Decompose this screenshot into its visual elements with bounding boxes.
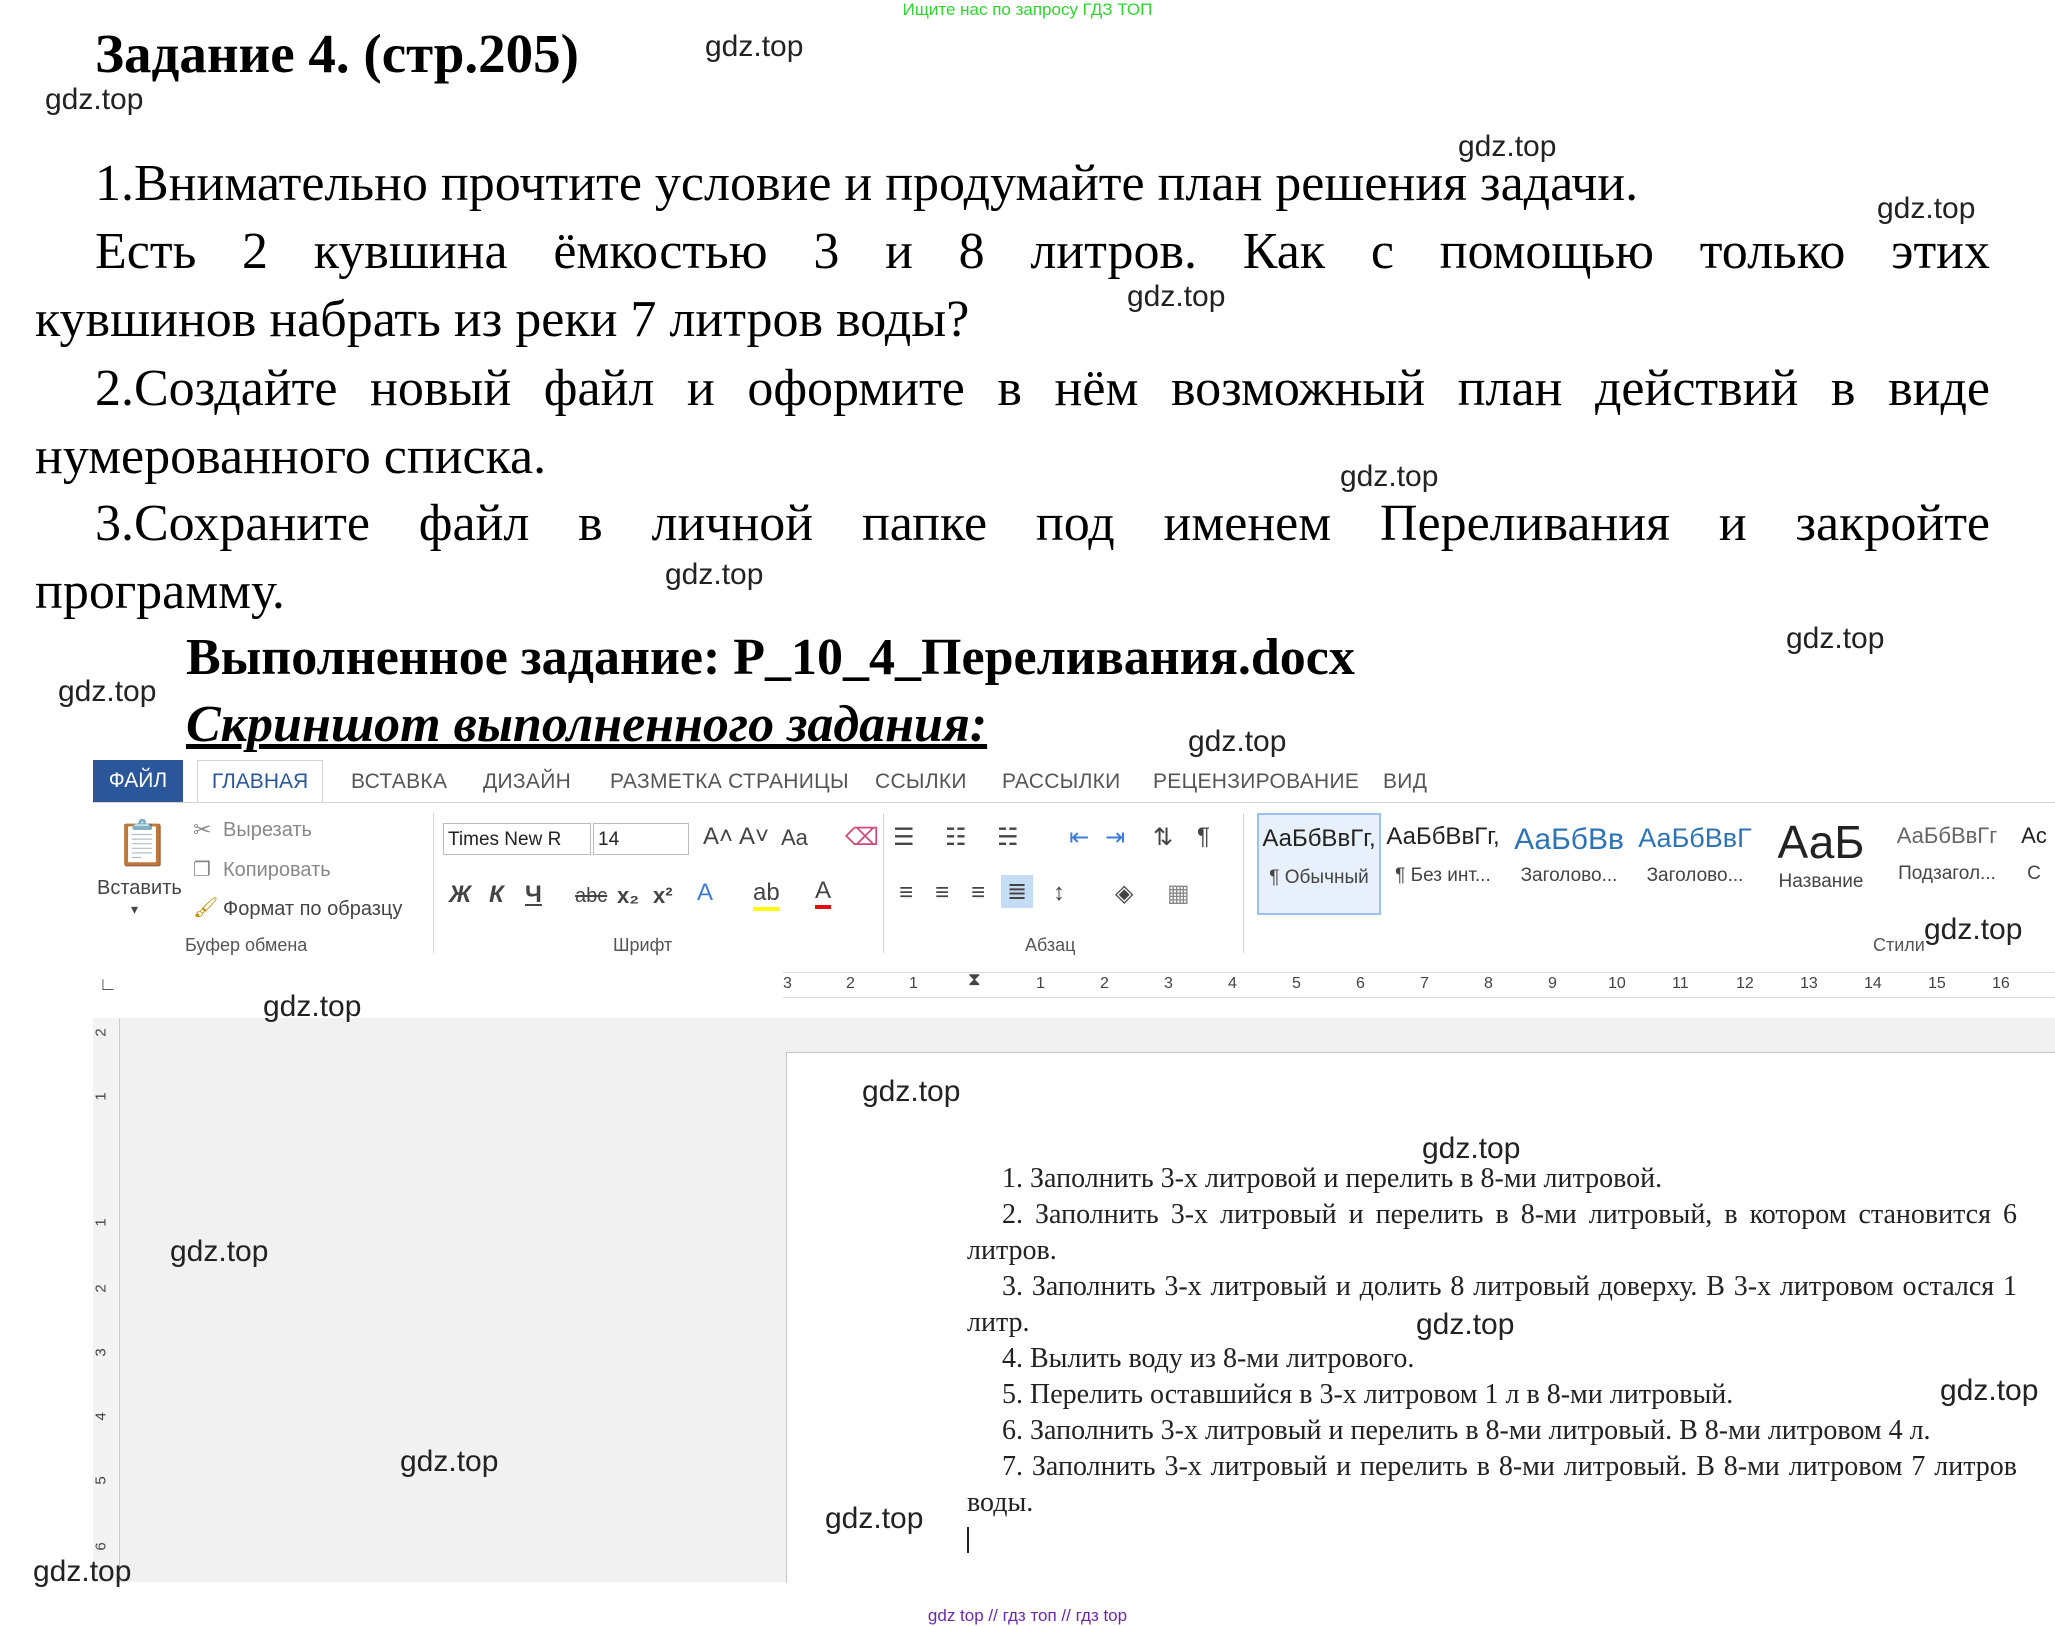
ruler-tick-label: 15 — [1928, 975, 1946, 992]
watermark: gdz.top — [1877, 192, 1976, 225]
task-paragraph-4 — [35, 490, 1990, 626]
ribbon-home — [93, 802, 2055, 964]
ruler-tick-label: 1 — [92, 1218, 110, 1227]
text-effects-icon[interactable]: A — [697, 879, 714, 906]
style-heading-2[interactable] — [1635, 813, 1755, 911]
ruler-tick-label: 13 — [1800, 975, 1818, 992]
ruler-tick-label: 10 — [1608, 975, 1626, 992]
ruler-tick-label: 2 — [92, 1028, 110, 1037]
clipboard-group-label: Буфер обмена — [185, 935, 308, 955]
numbered-list[interactable] — [967, 1161, 2017, 1563]
completed-task-title: Выполненное задание: P_10_4_Переливания.docx — [186, 629, 1355, 686]
page-title: Задание 4. (стр.205) — [95, 23, 579, 84]
watermark: gdz.top — [862, 1075, 961, 1108]
task-paragraph-1 — [35, 150, 1990, 218]
watermark: gdz.top — [1786, 622, 1885, 655]
list-item[interactable]: 4. Вылить воду из 8-ми литрового. — [1002, 1343, 1415, 1374]
decrease-indent-icon[interactable]: ⇤ — [1069, 824, 1090, 851]
watermark: gdz.top — [1458, 130, 1557, 163]
ruler-tick-label: 1 — [1036, 975, 1045, 992]
ruler-tick-label: 6 — [92, 1542, 110, 1551]
watermark: gdz.top — [33, 1555, 132, 1588]
style-name: С — [2027, 863, 2041, 884]
word-window — [93, 760, 2055, 1582]
list-item[interactable]: 2. Заполнить 3-х литровый и перелить в 8-ми литровый, в котором становится 6 литров. — [967, 1199, 2017, 1266]
screenshot-caption: Скриншот выполненного задания: — [186, 696, 988, 753]
style-name: Заголово... — [1646, 865, 1744, 886]
ruler-tick-label: 1 — [909, 975, 918, 992]
ruler-tick-label: 7 — [1420, 975, 1429, 992]
ruler-tick-label: 12 — [1736, 975, 1754, 992]
top-banner[interactable]: Ищите нас по запросу ГДЗ ТОП — [902, 0, 1153, 19]
tab-review[interactable]: РЕЦЕНЗИРОВАНИЕ — [1153, 770, 1360, 793]
ruler-tick-label: 6 — [1356, 975, 1365, 992]
watermark: gdz.top — [1422, 1132, 1521, 1165]
tab-references[interactable]: ССЫЛКИ — [875, 770, 967, 793]
clipboard-icon[interactable]: 📋 — [115, 819, 170, 868]
borders-icon[interactable]: ▦ — [1167, 880, 1190, 907]
tab-layout[interactable]: РАЗМЕТКА СТРАНИЦЫ — [610, 770, 849, 793]
increase-indent-icon[interactable]: ⇥ — [1105, 824, 1126, 851]
ruler-tick-label: 9 — [1548, 975, 1557, 992]
bullets-icon[interactable]: ☰ — [893, 824, 915, 851]
style-more[interactable] — [2013, 813, 2055, 911]
ruler-tick-label: 14 — [1864, 975, 1882, 992]
horizontal-ruler[interactable] — [93, 962, 2055, 1018]
line-spacing-icon[interactable]: ↕ — [1053, 879, 1065, 906]
vertical-ruler[interactable] — [93, 1018, 120, 1582]
task-step-2-line2: нумерованного списка. — [35, 428, 547, 485]
style-subtitle[interactable] — [1887, 813, 2007, 911]
numbering-icon[interactable]: ☷ — [945, 824, 967, 851]
style-name: ¶ Без инт... — [1395, 865, 1491, 886]
format-painter-icon[interactable]: 🖌 — [193, 897, 219, 919]
ruler-tick-label: 1 — [92, 1092, 110, 1101]
indent-marker-icon[interactable]: ⧗ — [968, 969, 981, 989]
watermark: gdz.top — [1127, 280, 1226, 313]
list-item[interactable]: 1. Заполнить 3-х литровой и перелить в 8-ми литровой. — [1002, 1163, 1663, 1194]
watermark: gdz.top — [665, 558, 764, 591]
pilcrow-icon[interactable]: ¶ — [1197, 823, 1210, 850]
group-divider — [883, 813, 884, 953]
ruler-tick-label: 4 — [92, 1412, 110, 1421]
align-center-icon[interactable]: ≡ — [935, 879, 950, 906]
grow-font-icon[interactable]: A˄ — [703, 823, 734, 850]
list-item[interactable]: 6. Заполнить 3-х литровый и перелить в 8-ми литровый. В 8-ми литровом 4 л. — [1002, 1415, 1931, 1446]
task-condition-line1: Есть 2 кувшина ёмкостью 3 и 8 литров. Как с помощью только этих — [95, 223, 1990, 280]
change-case-button[interactable]: Aa — [781, 825, 808, 850]
style-no-spacing[interactable] — [1383, 813, 1503, 911]
style-heading-1[interactable] — [1509, 813, 1629, 911]
ruler-tick-label: 5 — [1292, 975, 1301, 992]
style-sample: АаБбВвГг, — [1262, 825, 1376, 852]
tab-stop-selector-icon[interactable]: ∟ — [99, 974, 117, 994]
ribbon-tabs — [93, 760, 2055, 802]
align-left-icon[interactable]: ≡ — [899, 879, 914, 906]
watermark: gdz.top — [825, 1502, 924, 1535]
sort-icon[interactable]: ⇅ — [1153, 824, 1174, 851]
style-name: Название — [1778, 871, 1864, 892]
strikethrough-button[interactable]: abc — [575, 885, 608, 907]
style-sample: АаБбВв — [1514, 823, 1624, 856]
font-color-icon[interactable]: A — [815, 877, 831, 909]
style-sample: АаБбВвГ — [1638, 823, 1752, 853]
ruler-tick-label: 3 — [783, 975, 792, 992]
tab-home[interactable]: ГЛАВНАЯ — [197, 760, 323, 803]
watermark: gdz.top — [1924, 913, 2023, 946]
task-step-1: 1.Внимательно прочтите условие и продумайте план решения задачи. — [95, 155, 1639, 212]
align-right-icon[interactable]: ≡ — [971, 879, 986, 906]
ruler-tick-label: 11 — [1672, 975, 1689, 992]
ruler-tick-label: 8 — [1484, 975, 1493, 992]
footer-links[interactable]: gdz top // гдз топ // гдз top — [927, 1606, 1128, 1625]
format-painter-button[interactable]: Формат по образцу — [223, 898, 403, 920]
style-sample: АаБ — [1777, 816, 1865, 868]
task-step-2-line1: 2.Создайте новый файл и оформите в нём возможный план действий в виде — [95, 360, 1990, 417]
copy-icon[interactable]: ❐ — [193, 859, 211, 881]
group-divider — [1243, 813, 1244, 953]
style-title[interactable] — [1761, 813, 1881, 911]
watermark: gdz.top — [1188, 725, 1287, 758]
ruler-tick-label: 16 — [1992, 975, 2010, 992]
font-group-label: Шрифт — [613, 935, 673, 955]
style-name: Подзагол... — [1898, 863, 1996, 884]
ruler-tick-label: 5 — [92, 1476, 110, 1485]
task-paragraph-3 — [35, 355, 1990, 491]
scissors-icon[interactable]: ✂ — [193, 817, 212, 842]
ruler-tick-label: 2 — [1100, 975, 1109, 992]
clear-format-icon[interactable]: ⌫ — [845, 824, 879, 851]
watermark: gdz.top — [1340, 460, 1439, 493]
shrink-font-icon[interactable]: A˅ — [739, 823, 770, 850]
tab-file[interactable]: ФАЙЛ — [93, 760, 183, 802]
multilevel-list-icon[interactable]: ☵ — [997, 824, 1019, 851]
cut-button[interactable]: Вырезать — [223, 819, 312, 841]
list-item[interactable]: 3. Заполнить 3-х литровый и долить 8 литровый доверху. В 3-х литровом остался 1 литр. — [967, 1271, 2017, 1338]
ruler-tick-label: 4 — [1228, 975, 1237, 992]
ruler-tick-label: 2 — [846, 975, 855, 992]
watermark: gdz.top — [170, 1235, 269, 1268]
highlight-icon[interactable]: ab — [753, 879, 780, 911]
shading-icon[interactable]: ◈ — [1115, 880, 1134, 907]
style-sample: АаБбВвГг, — [1386, 823, 1500, 850]
font-size-select[interactable]: 14 — [593, 823, 689, 855]
ruler-tick-label: 3 — [1164, 975, 1173, 992]
ruler-tick-label: 3 — [92, 1348, 110, 1357]
task-step-3-line1: 3.Сохраните файл в личной папке под именем Переливания и закройте — [95, 495, 1990, 552]
style-sample: Ас — [2021, 823, 2047, 848]
watermark: gdz.top — [45, 83, 144, 116]
styles-group-label: Стили — [1873, 935, 1925, 955]
paste-button[interactable]: Вставить — [97, 877, 182, 899]
list-item[interactable]: 5. Перелить оставшийся в 3-х литровом 1 л в 8-ми литровый. — [1002, 1379, 1734, 1410]
ruler-track[interactable] — [783, 969, 2055, 998]
watermark: gdz.top — [1416, 1308, 1515, 1341]
watermark: gdz.top — [263, 990, 362, 1023]
font-name-select[interactable]: Times New R — [443, 823, 591, 855]
tab-view[interactable]: ВИД — [1383, 770, 1428, 793]
superscript-button[interactable]: x² — [653, 883, 673, 908]
justify-icon[interactable]: ≣ — [1001, 875, 1033, 908]
bold-button[interactable]: Ж — [449, 881, 472, 908]
group-divider — [433, 813, 434, 953]
tab-mailings[interactable]: РАССЫЛКИ — [1002, 770, 1121, 793]
watermark: gdz.top — [705, 30, 804, 63]
tab-design[interactable]: ДИЗАЙН — [483, 770, 572, 793]
copy-button[interactable]: Копировать — [223, 859, 331, 881]
chevron-down-icon[interactable]: ▾ — [131, 901, 139, 917]
text-cursor — [967, 1527, 969, 1553]
style-name: Заголово... — [1520, 865, 1618, 886]
list-item[interactable]: 7. Заполнить 3-х литровый и перелить в 8-ми литровый. В 8-ми литровом 7 литров воды. — [967, 1451, 2017, 1518]
task-step-3-line2: программу. — [35, 563, 285, 620]
watermark: gdz.top — [1940, 1374, 2039, 1407]
watermark: gdz.top — [58, 675, 157, 708]
watermark: gdz.top — [400, 1445, 499, 1478]
style-name: ¶ Обычный — [1269, 867, 1369, 888]
task-condition-line2: кувшинов набрать из реки 7 литров воды? — [35, 291, 970, 348]
underline-button[interactable]: Ч — [525, 881, 542, 908]
tab-insert[interactable]: ВСТАВКА — [351, 770, 448, 793]
style-normal[interactable] — [1257, 813, 1381, 915]
italic-button[interactable]: К — [489, 881, 504, 908]
subscript-button[interactable]: x₂ — [617, 883, 640, 908]
task-paragraph-2 — [35, 218, 1990, 354]
paragraph-group-label: Абзац — [1025, 935, 1076, 955]
style-sample: АаБбВвГг — [1896, 823, 1998, 848]
ruler-tick-label: 2 — [92, 1284, 110, 1293]
